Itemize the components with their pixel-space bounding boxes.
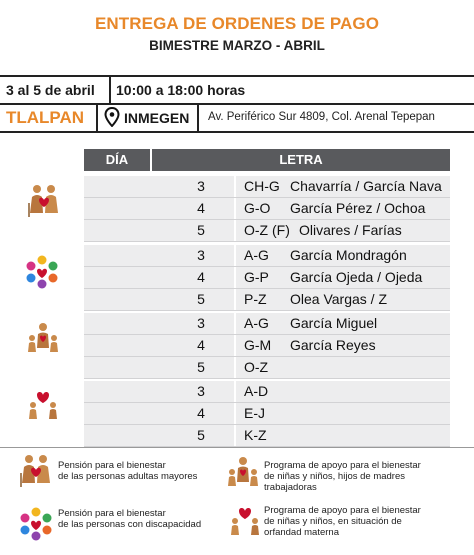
table-row — [84, 198, 450, 220]
legend-disability — [58, 508, 201, 530]
table-row — [84, 220, 450, 242]
orphan-children-icon — [26, 390, 60, 420]
disability-circle-icon — [24, 254, 60, 290]
legend-line: orfandad materna — [264, 527, 339, 538]
venue-label: INMEGEN — [124, 110, 190, 126]
row-names: Olea Vargas / Z — [290, 291, 388, 307]
row-day: 4 — [197, 200, 205, 216]
legend-elderly — [58, 460, 197, 482]
row-code: O-Z — [244, 359, 269, 375]
table-row — [84, 335, 450, 357]
alcaldia-label: TLALPAN — [6, 108, 85, 127]
row-code: E-J — [244, 405, 265, 421]
row-names: García Reyes — [290, 337, 376, 353]
elderly-couple-icon — [26, 183, 62, 219]
legend-line: de niñas y niños, hijos de madres — [264, 471, 405, 482]
legend-line: Programa de apoyo para el bienestar — [264, 505, 421, 516]
row-day: 5 — [197, 222, 205, 238]
working-mother-children-icon — [26, 322, 60, 356]
row-names: Chavarría / García Nava — [290, 178, 442, 194]
row-code: A-G — [244, 247, 269, 263]
table-row — [84, 425, 450, 447]
divider — [0, 131, 474, 133]
legend-line: Programa de apoyo para el bienestar — [264, 460, 421, 471]
table-row — [84, 289, 450, 311]
row-code: G-O — [244, 200, 271, 216]
legend-line: de las personas adultas mayores — [58, 471, 198, 482]
row-day: 5 — [197, 359, 205, 375]
page-title: ENTREGA DE ORDENES DE PAGO — [94, 14, 380, 33]
elderly-couple-icon — [18, 453, 54, 489]
table-row — [84, 176, 450, 198]
divider — [0, 447, 474, 448]
table-row — [84, 357, 450, 379]
table-row — [84, 403, 450, 425]
legend-line: Pensión para el bienestar — [58, 508, 166, 519]
row-day: 3 — [197, 247, 205, 263]
address-label: Av. Periférico Sur 4809, Col. Arenal Tepepan — [208, 111, 435, 123]
column-header-letter: LETRA — [152, 149, 450, 171]
row-day: 5 — [197, 291, 205, 307]
table-row — [84, 245, 450, 267]
legend-line: de niñas y niños, en situación de — [264, 516, 402, 527]
hours-label: 10:00 a 18:00 horas — [116, 82, 246, 98]
row-code: G-P — [244, 269, 269, 285]
row-names: García Mondragón — [290, 247, 407, 263]
row-day: 4 — [197, 405, 205, 421]
row-code: P-Z — [244, 291, 267, 307]
dates-label: 3 al 5 de abril — [6, 82, 95, 98]
disability-circle-icon — [18, 506, 54, 542]
legend-line: Pensión para el bienestar — [58, 460, 166, 471]
row-day: 5 — [197, 427, 205, 443]
column-header-day: DÍA — [84, 149, 150, 171]
legend-orphans — [264, 505, 421, 538]
legend-line: trabajadoras — [264, 482, 317, 493]
row-day: 4 — [197, 337, 205, 353]
row-code: O-Z (F) — [244, 222, 290, 238]
divider — [0, 75, 474, 77]
legend-line: de las personas con discapacidad — [58, 519, 202, 530]
location-pin-icon — [104, 107, 120, 127]
divider — [96, 103, 98, 131]
row-day: 4 — [197, 269, 205, 285]
row-names: García Miguel — [290, 315, 378, 331]
legend-working-mothers — [264, 460, 421, 493]
row-day: 3 — [197, 178, 205, 194]
divider — [109, 75, 111, 103]
working-mother-children-icon — [226, 456, 260, 490]
row-code: K-Z — [244, 427, 267, 443]
row-names: Olivares / Farías — [299, 222, 402, 238]
row-names: García Pérez / Ochoa — [290, 200, 426, 216]
divider — [197, 103, 199, 131]
row-day: 3 — [197, 315, 205, 331]
row-code: A-D — [244, 383, 269, 399]
row-code: CH-G — [244, 178, 280, 194]
row-names: García Ojeda / Ojeda — [290, 269, 423, 285]
table-row — [84, 267, 450, 289]
divider — [0, 103, 474, 105]
table-row — [84, 381, 450, 403]
row-day: 3 — [197, 383, 205, 399]
orphan-children-icon — [228, 506, 262, 536]
row-code: G-M — [244, 337, 272, 353]
row-code: A-G — [244, 315, 269, 331]
table-row — [84, 313, 450, 335]
page-subtitle: BIMESTRE MARZO - ABRIL — [149, 38, 325, 53]
